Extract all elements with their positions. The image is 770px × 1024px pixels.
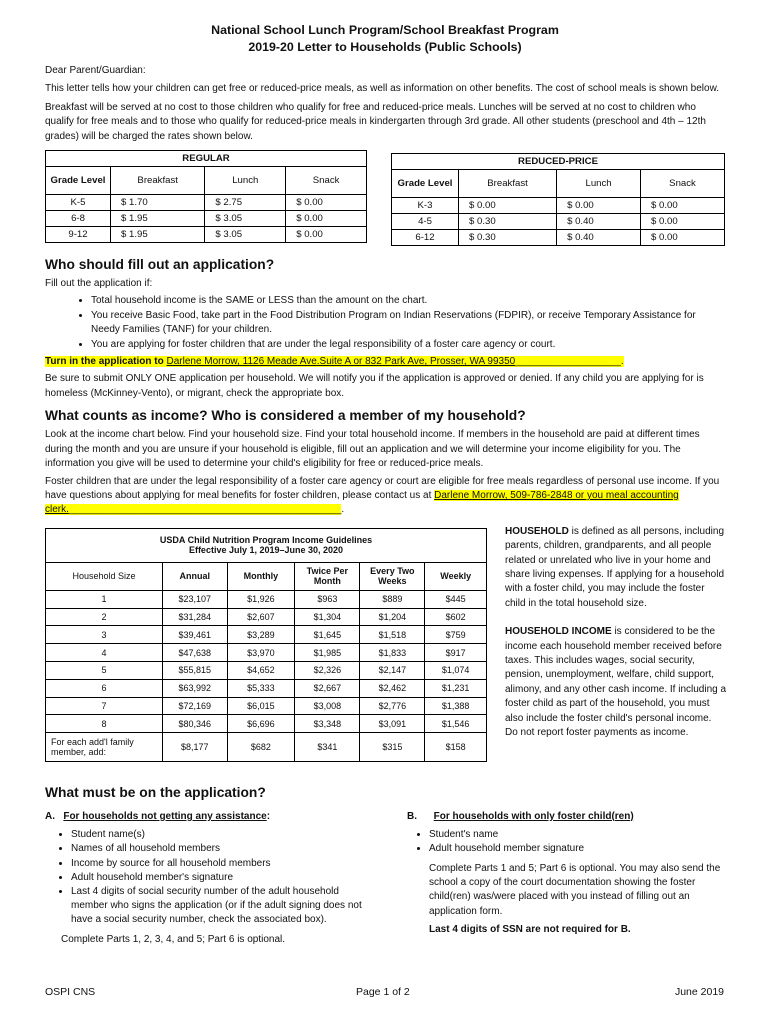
cell: $2,607 [227, 608, 295, 626]
a-list [53, 828, 375, 927]
table-row [46, 608, 487, 626]
cell: $1,231 [425, 679, 487, 697]
list-item: • Total household income is the SAME or LESS than the amount on the chart. [91, 294, 725, 308]
cell: 9-12 [46, 227, 111, 243]
header-household-size: Household Size [46, 562, 163, 590]
b-letter: B. [407, 810, 417, 822]
b-note: Last 4 digits of SSN are not required for B. [429, 924, 631, 936]
cell: $ 0.00 [641, 230, 725, 246]
cell: $ 3.05 [205, 227, 286, 243]
table-row [46, 644, 487, 662]
cell: $55,815 [163, 661, 228, 679]
cell: $ 0.00 [557, 198, 641, 214]
contact-blank: _________________________________________________ [68, 504, 342, 516]
cell: $80,346 [163, 715, 228, 733]
cell: $63,992 [163, 679, 228, 697]
income-section [45, 525, 727, 778]
cell: 1 [46, 590, 163, 608]
turn-in-address: Darlene Morrow, 1126 Meade Ave.Suite A or 832 Park Ave, Prosser, WA 99350 [166, 356, 516, 368]
cell: $602 [425, 608, 487, 626]
table-row [46, 733, 487, 762]
letter-page [45, 22, 725, 960]
list-item: • Income by source for all household members [71, 857, 375, 871]
header-annual: Annual [163, 562, 228, 590]
income-heading: What counts as income? Who is considered a member of my household? [45, 408, 526, 424]
cell: $2,326 [295, 661, 360, 679]
who-heading: Who should fill out an application? [45, 257, 275, 273]
cell: $2,147 [360, 661, 425, 679]
cell: $682 [227, 733, 295, 762]
cell: $1,388 [425, 697, 487, 715]
cell: 5 [46, 661, 163, 679]
list-item: • You are applying for foster children that are under the legal responsibility of a foster care agency or court. [91, 338, 725, 352]
a-colon: : [266, 810, 271, 822]
cell: 3 [46, 626, 163, 644]
contact-end: . [341, 504, 345, 516]
header-monthly: Monthly [227, 562, 295, 590]
list-item: • You receive Basic Food, take part in the Food Distribution Program on Indian Reservations (FDPIR), or receive Temporary Assistance for Needy Families (TANF) for your children. [91, 309, 725, 338]
cell: 2 [46, 608, 163, 626]
regular-header-snack: Snack [286, 167, 367, 195]
cell: $6,696 [227, 715, 295, 733]
header-every-two-weeks: Every Two Weeks [360, 562, 425, 590]
cell: $ 0.00 [641, 214, 725, 230]
income-paragraph-2-text: Foster children that are under the legal responsibility of a foster care agency or court are eligible for free meals regardless of personal use income. If you have questions about applying for meal benefits for foster children, please contact us at [45, 475, 720, 501]
cell: $158 [425, 733, 487, 762]
cell: $ 0.30 [459, 214, 557, 230]
guidelines-title-2: Effective July 1, 2019–June 30, 2020 [188, 545, 344, 556]
cell: $445 [425, 590, 487, 608]
must-heading: What must be on the application? [45, 784, 266, 800]
guidelines-body [46, 590, 487, 761]
b-list [411, 828, 725, 856]
table-row [392, 230, 725, 246]
regular-header-grade: Grade Level [46, 167, 111, 195]
regular-header-breakfast: Breakfast [111, 167, 205, 195]
cell: $3,348 [295, 715, 360, 733]
column-a [45, 810, 375, 947]
cell: 6-8 [46, 211, 111, 227]
a-letter: A. [45, 810, 55, 822]
cell: $1,645 [295, 626, 360, 644]
income-definition [505, 625, 727, 740]
who-lead: Fill out the application if: [45, 278, 153, 290]
cell: $ 0.40 [557, 214, 641, 230]
cell: $ 0.00 [286, 227, 367, 243]
b-heading [407, 810, 725, 824]
cell: $1,518 [360, 626, 425, 644]
cell: $4,652 [227, 661, 295, 679]
cell: 4-5 [392, 214, 459, 230]
cell: K-3 [392, 198, 459, 214]
cell: $8,177 [163, 733, 228, 762]
cell: $ 2.75 [205, 195, 286, 211]
regular-caption: REGULAR [46, 151, 367, 167]
income-guidelines-table [45, 528, 487, 762]
reduced-price-table [391, 153, 725, 246]
household-text: is defined as all persons, including parents, children, grandparents, and all people related or unrelated who live in your home and share living expenses. If applying for a household with a foster child, you may include the foster child in the total household size. [505, 525, 725, 609]
cell: $1,833 [360, 644, 425, 662]
cell: $315 [360, 733, 425, 762]
cell: 6 [46, 679, 163, 697]
footer-page-number: Page 1 of 2 [356, 986, 410, 998]
intro-paragraph-1: This letter tells how your children can get free or reduced-price meals, as well as information on other benefits. The cost of school meals is shown below. [45, 83, 720, 95]
cell: $3,008 [295, 697, 360, 715]
definitions [505, 525, 727, 741]
table-row [46, 590, 487, 608]
b-complete: Complete Parts 1 and 5; Part 6 is optional. You may also send the school a copy of the court documentation showing the foster child(ren) was/were placed with you instead of filling out an application form. [429, 862, 721, 917]
list-item: • Student name(s) [71, 828, 375, 842]
cell: $1,304 [295, 608, 360, 626]
a-title: For households not getting any assistance [63, 810, 267, 822]
table-row [46, 227, 367, 243]
turn-in-end: . [620, 356, 624, 368]
table-row [392, 214, 725, 230]
table-row [46, 211, 367, 227]
household-definition [505, 525, 727, 611]
cell: $1,985 [295, 644, 360, 662]
cell: $3,289 [227, 626, 295, 644]
list-item: • Adult household member signature [429, 842, 725, 856]
footer-left: OSPI CNS [45, 986, 96, 998]
cell: $2,776 [360, 697, 425, 715]
cell: 8 [46, 715, 163, 733]
turn-in-line [45, 355, 725, 369]
title-line-2: 2019-20 Letter to Households (Public Schools) [248, 40, 522, 54]
footer-date: June 2019 [674, 986, 724, 998]
cell: $ 3.05 [205, 211, 286, 227]
cell: $963 [295, 590, 360, 608]
cell: $1,926 [227, 590, 295, 608]
cell: $ 1.95 [111, 227, 205, 243]
cell: For each add'l family member, add: [46, 733, 163, 762]
table-row [46, 195, 367, 211]
turn-in-blank: ___________________ [515, 356, 621, 368]
cell: $2,462 [360, 679, 425, 697]
who-bullets [45, 294, 725, 352]
reduced-header-grade: Grade Level [392, 170, 459, 198]
a-heading [45, 810, 375, 824]
cell: $ 0.30 [459, 230, 557, 246]
list-item: • Names of all household members [71, 842, 375, 856]
list-item: • Adult household member's signature [71, 871, 375, 885]
income-text: is considered to be the income each household member received before taxes. This includes wages, social security, pension, unemployment, welfare, child support, alimony, and any other cash income. If including a foster child as part of the household, you must also include the foster child's personal income. Do not report foster payments as income. [505, 626, 727, 738]
reduced-header-snack: Snack [641, 170, 725, 198]
cell: $31,284 [163, 608, 228, 626]
cell: 7 [46, 697, 163, 715]
cell: $ 0.00 [286, 211, 367, 227]
guidelines-title-1: USDA Child Nutrition Program Income Guidelines [159, 535, 373, 546]
reduced-caption: REDUCED-PRICE [392, 154, 725, 170]
regular-header-lunch: Lunch [205, 167, 286, 195]
regular-rate-table [45, 150, 367, 243]
guidelines-title [46, 528, 487, 562]
requirements [45, 810, 725, 960]
header-twice-per-month: Twice Per Month [295, 562, 360, 590]
table-row [46, 661, 487, 679]
turn-in-prefix: Turn in the application to [45, 356, 167, 368]
income-term: HOUSEHOLD INCOME [505, 626, 612, 638]
cell: $23,107 [163, 590, 228, 608]
cell: $341 [295, 733, 360, 762]
income-paragraph-2 [45, 475, 725, 518]
document-title [45, 22, 725, 56]
household-term: HOUSEHOLD [505, 525, 569, 537]
cell: $47,638 [163, 644, 228, 662]
cell: $2,667 [295, 679, 360, 697]
cell: $917 [425, 644, 487, 662]
cell: $1,204 [360, 608, 425, 626]
cell: $5,333 [227, 679, 295, 697]
cell: $ 0.00 [641, 198, 725, 214]
cell: $889 [360, 590, 425, 608]
cell: $3,091 [360, 715, 425, 733]
list-item: • Student's name [429, 828, 725, 842]
cell: $ 0.00 [286, 195, 367, 211]
cell: $759 [425, 626, 487, 644]
b-title: For households with only foster child(ren) [433, 810, 634, 822]
greeting: Dear Parent/Guardian: [45, 65, 146, 76]
meal-rate-tables [45, 144, 725, 252]
table-row [46, 715, 487, 733]
cell: $ 1.70 [111, 195, 205, 211]
cell: 4 [46, 644, 163, 662]
table-row [46, 679, 487, 697]
cell: $3,970 [227, 644, 295, 662]
cell: $1,074 [425, 661, 487, 679]
list-item: • Last 4 digits of social security number of the adult household member who signs the application (or if the adult signing does not have a social security number, check the associated box). [71, 885, 375, 928]
cell: $ 0.40 [557, 230, 641, 246]
cell: $ 1.95 [111, 211, 205, 227]
cell: $ 0.00 [459, 198, 557, 214]
cell: $1,546 [425, 715, 487, 733]
cell: $6,015 [227, 697, 295, 715]
income-paragraph-1: Look at the income chart below. Find your household size. Find your total household income. If members in the household are paid at different times during the month and you are unsure if your household is eligible, fill out an application and we will determine your income eligibility for you. The information you give will be used to determine your child's eligibility for free or reduced-price meals. [45, 429, 700, 470]
cell: 6-12 [392, 230, 459, 246]
cell: K-5 [46, 195, 111, 211]
submit-paragraph: Be sure to submit ONLY ONE application per household. We will notify you if the application is approved or denied. If any child you are applying for is homeless (McKinney-Vento), or migrant, check the appropriate box. [45, 373, 704, 399]
a-complete: Complete Parts 1, 2, 3, 4, and 5; Part 6 is optional. [61, 933, 286, 945]
cell: $72,169 [163, 697, 228, 715]
column-b [407, 810, 725, 938]
header-weekly: Weekly [425, 562, 487, 590]
intro-paragraph-2: Breakfast will be served at no cost to those children who qualify for free and reduced-price meals. Lunches will be served at no cost to children who qualify for free meals and to those who qualify for reduced-price meals in kindergarten through 3rd grade. All other students (preschool and 4th – 12th grades) will be charged the rates shown below. [45, 101, 706, 142]
cell: $39,461 [163, 626, 228, 644]
title-line-1: National School Lunch Program/School Breakfast Program [211, 23, 559, 37]
foster-contact: Darlene Morrow, 509-786-2848 or you meal accounting clerk. [45, 489, 679, 516]
table-row [392, 198, 725, 214]
reduced-header-breakfast: Breakfast [459, 170, 557, 198]
table-row [46, 626, 487, 644]
reduced-header-lunch: Lunch [557, 170, 641, 198]
table-row [46, 697, 487, 715]
